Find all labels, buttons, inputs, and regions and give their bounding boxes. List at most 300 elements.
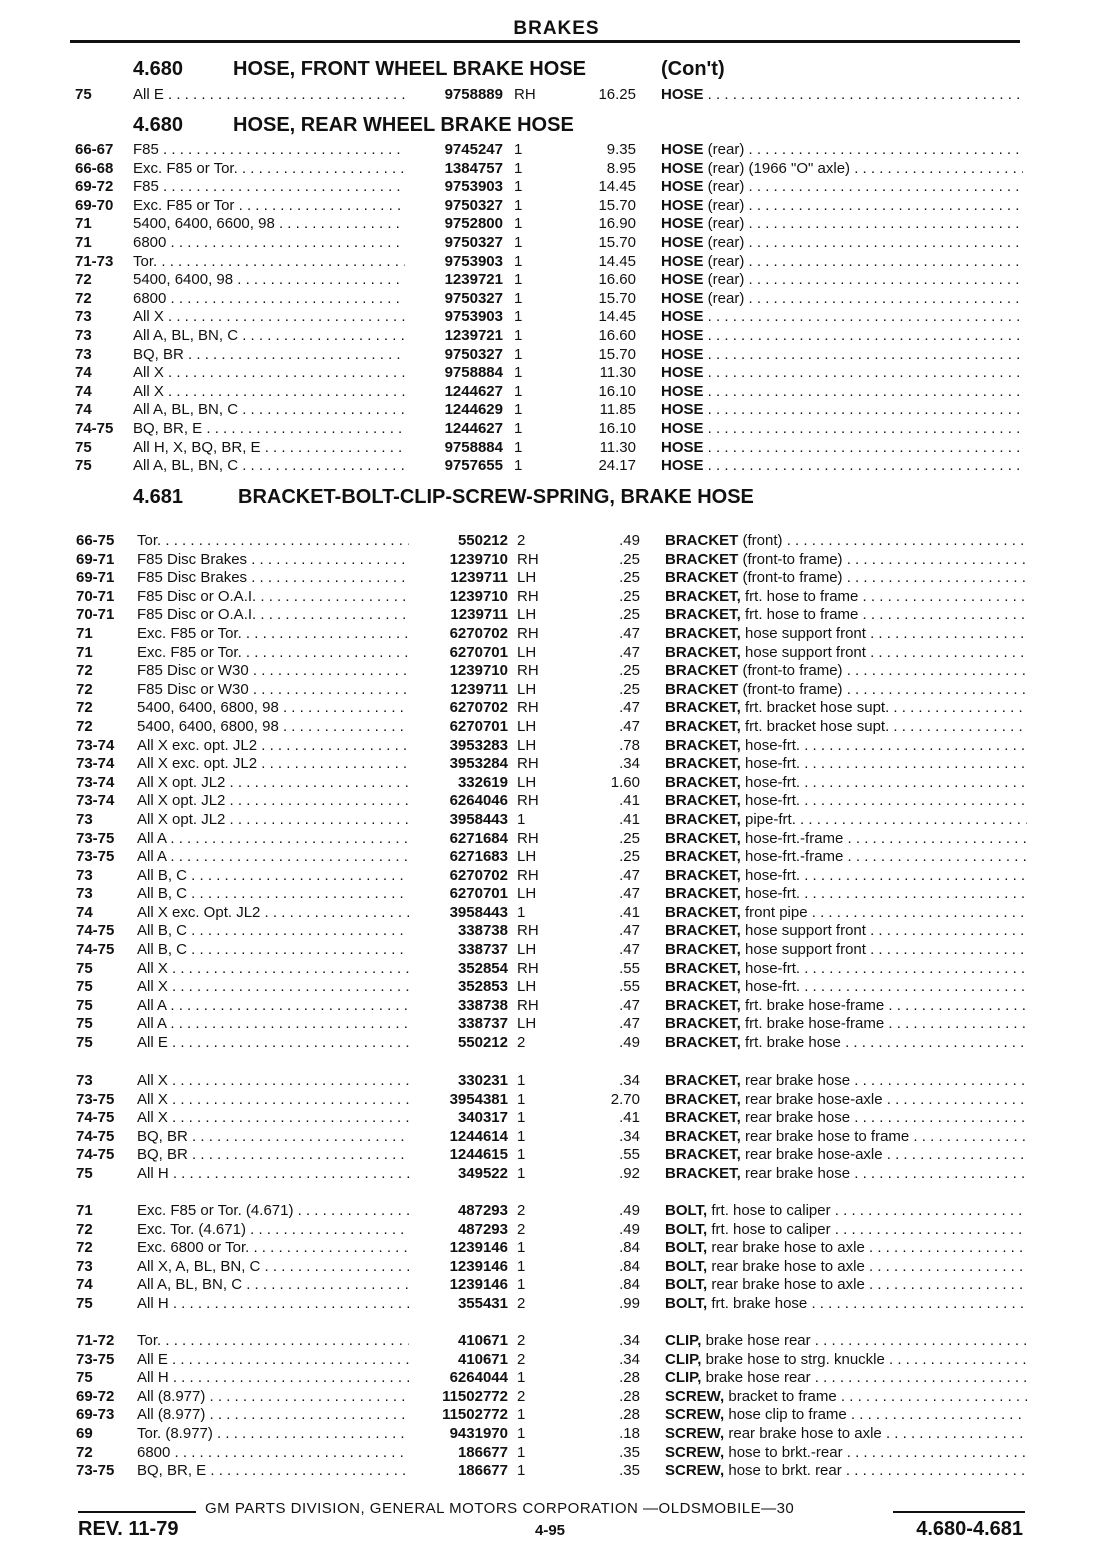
- table-row: [0, 1295, 1113, 1314]
- part-number: 6270701: [449, 885, 508, 903]
- model-applicability: All X opt. JL2 . . .: [137, 774, 409, 793]
- part-description: [665, 662, 1027, 681]
- part-number: 352854: [457, 959, 508, 977]
- table-row: [0, 1072, 1113, 1091]
- quantity: 1: [517, 1146, 526, 1164]
- part-name: BRACKET: [665, 569, 739, 587]
- year-range: 73: [75, 345, 92, 363]
- part-name: HOSE: [661, 364, 704, 382]
- year-range: 73: [76, 866, 93, 884]
- part-detail: rear brake hose to axle: [724, 1424, 882, 1442]
- part-detail: rear brake hose-axle: [740, 1090, 883, 1108]
- quantity: RH: [517, 550, 539, 568]
- part-number: 9750327: [444, 196, 503, 214]
- part-description: [661, 290, 1023, 309]
- part-detail: hose support front: [740, 624, 866, 642]
- year-range: 69-71: [76, 550, 115, 568]
- year-range: 71: [75, 233, 92, 251]
- quantity: LH: [517, 569, 537, 587]
- part-name: BRACKET,: [665, 755, 741, 773]
- year-range: 75: [75, 438, 92, 456]
- quantity: 2: [517, 1034, 526, 1052]
- part-name: BOLT,: [665, 1276, 708, 1294]
- part-detail: rear brake hose: [740, 1109, 851, 1127]
- model-applicability: 6800 . . .: [137, 1444, 409, 1463]
- part-name: BRACKET,: [665, 643, 741, 661]
- part-detail: hose clip to frame: [724, 1406, 847, 1424]
- part-description: [661, 215, 1023, 234]
- quantity: RH: [517, 792, 539, 810]
- model-applicability: Exc. F85 or Tor. . . .: [137, 644, 409, 663]
- year-range: 74-75: [76, 1109, 115, 1127]
- model-applicability: All X exc. opt. JL2 . . .: [137, 755, 409, 774]
- part-number: 11502772: [442, 1387, 508, 1405]
- model-applicability: All E . . .: [133, 86, 405, 105]
- part-description: [665, 588, 1027, 607]
- quantity: 1: [514, 289, 523, 307]
- year-range: 66-75: [76, 532, 115, 549]
- price: .34: [619, 755, 640, 773]
- price: 15.70: [598, 289, 636, 307]
- price: 9.35: [606, 141, 636, 158]
- table-row: [0, 215, 1113, 234]
- year-range: 73-75: [76, 829, 115, 847]
- year-range: 71-73: [75, 252, 114, 270]
- part-description: [661, 439, 1023, 458]
- year-range: 74: [76, 903, 93, 921]
- part-name: SCREW,: [665, 1406, 725, 1424]
- quantity: 1: [517, 1462, 526, 1480]
- table-row: [0, 792, 1113, 811]
- year-range: 69-72: [76, 1387, 115, 1405]
- year-range: 74-75: [76, 941, 115, 959]
- part-description: [665, 569, 1027, 588]
- year-range: 72: [75, 289, 92, 307]
- part-name: HOSE: [661, 215, 704, 233]
- part-number: 3958443: [449, 810, 508, 828]
- price: .49: [619, 532, 640, 549]
- part-number: 9750327: [444, 233, 503, 251]
- part-name: BRACKET,: [665, 1127, 741, 1145]
- section-title: BRACKET-BOLT-CLIP-SCREW-SPRING, BRAKE HOSE: [238, 486, 754, 508]
- part-detail: (rear): [703, 252, 745, 270]
- quantity: LH: [517, 680, 537, 698]
- part-description: [661, 178, 1023, 197]
- quantity: 1: [514, 401, 523, 419]
- part-description: [661, 253, 1023, 272]
- part-description: [665, 606, 1027, 625]
- part-detail: frt. brake hose: [740, 1034, 841, 1052]
- part-description: [661, 346, 1023, 365]
- part-name: BRACKET,: [665, 978, 741, 996]
- price: .25: [619, 662, 640, 680]
- part-number: 550212: [457, 532, 508, 549]
- part-detail: frt. brake hose-frame: [740, 1015, 885, 1033]
- part-description: [665, 1258, 1027, 1277]
- year-range: 72: [76, 699, 93, 717]
- table-row: [0, 1406, 1113, 1425]
- part-name: BRACKET,: [665, 996, 741, 1014]
- year-range: 73: [75, 308, 92, 326]
- quantity: 1: [517, 1424, 526, 1442]
- part-description: [665, 867, 1027, 886]
- part-description: [665, 1146, 1027, 1165]
- year-range: 73-75: [76, 1462, 115, 1480]
- table-row: [0, 1221, 1113, 1240]
- table-row: [0, 1369, 1113, 1388]
- model-applicability: All X . . .: [137, 978, 409, 997]
- part-number: 1244629: [444, 401, 503, 419]
- price: .47: [619, 699, 640, 717]
- year-range: 71: [76, 1202, 93, 1219]
- part-detail: (front-to frame): [738, 662, 843, 680]
- model-applicability: BQ, BR . . .: [137, 1146, 409, 1165]
- quantity: 1: [517, 1072, 526, 1089]
- part-number: 3954381: [449, 1090, 508, 1108]
- part-description: [661, 141, 1023, 160]
- part-number: 1239721: [444, 326, 503, 344]
- price: .47: [619, 941, 640, 959]
- part-detail: frt. hose to caliper: [707, 1202, 831, 1219]
- price: .41: [619, 903, 640, 921]
- part-description: [661, 197, 1023, 216]
- price: .25: [619, 848, 640, 866]
- table-row: [0, 830, 1113, 849]
- table-row: [0, 997, 1113, 1016]
- year-range: 70-71: [76, 606, 115, 624]
- part-number: 352853: [457, 978, 508, 996]
- part-number: 6270702: [449, 699, 508, 717]
- quantity: 1: [514, 457, 523, 475]
- quantity: LH: [517, 773, 537, 791]
- quantity: 1: [514, 438, 523, 456]
- price: .25: [619, 606, 640, 624]
- part-name: HOSE: [661, 326, 704, 344]
- part-number: 355431: [457, 1294, 508, 1312]
- price: 11.30: [599, 364, 636, 382]
- part-number: 186677: [457, 1443, 508, 1461]
- model-applicability: All A, BL, BN, C . . .: [133, 401, 405, 420]
- part-description: [665, 718, 1027, 737]
- price: .28: [619, 1406, 640, 1424]
- part-description: [665, 1406, 1027, 1425]
- footer-page-number: 4-95: [535, 1522, 566, 1539]
- part-description: [661, 327, 1023, 346]
- price: 11.85: [599, 401, 636, 419]
- part-detail: hose-frt.: [740, 959, 801, 977]
- year-range: 74-75: [75, 419, 114, 437]
- table-row: [0, 606, 1113, 625]
- table-row: [0, 960, 1113, 979]
- part-detail: brake hose to strg. knuckle: [701, 1350, 885, 1368]
- part-detail: rear brake hose-axle: [740, 1146, 883, 1164]
- model-applicability: All H, X, BQ, BR, E . . .: [133, 439, 405, 458]
- part-description: [665, 1425, 1027, 1444]
- part-detail: hose-frt.: [740, 755, 801, 773]
- price: .28: [619, 1369, 640, 1387]
- model-applicability: F85 Disc or W30 . . .: [137, 681, 409, 700]
- model-applicability: 5400, 6400, 6800, 98 . . .: [137, 699, 409, 718]
- year-range: 72: [76, 1239, 93, 1257]
- part-detail: (rear): [703, 215, 745, 233]
- quantity: 1: [517, 810, 526, 828]
- quantity: 1: [514, 233, 523, 251]
- part-name: BRACKET,: [665, 885, 741, 903]
- part-number: 6264046: [449, 792, 508, 810]
- part-number: 9431970: [449, 1424, 508, 1442]
- part-number: 332619: [457, 773, 508, 791]
- part-description: [665, 885, 1027, 904]
- part-number: 1239710: [449, 550, 508, 568]
- section-number: 4.681: [133, 486, 184, 508]
- price: .84: [619, 1257, 640, 1275]
- table-row: [0, 718, 1113, 737]
- part-number: 1384757: [444, 159, 503, 177]
- table-row: [0, 308, 1113, 327]
- price: 16.10: [598, 419, 636, 437]
- part-number: 9757655: [444, 457, 503, 475]
- table-row: [0, 383, 1113, 402]
- part-number: 1239711: [450, 680, 508, 698]
- part-description: [665, 1034, 1027, 1053]
- parts-list: [0, 86, 1113, 105]
- table-row: [0, 234, 1113, 253]
- year-range: 66-67: [75, 141, 114, 158]
- price: .34: [619, 1127, 640, 1145]
- part-detail: (rear): [703, 141, 745, 158]
- quantity: LH: [517, 717, 537, 735]
- year-range: 74: [76, 1276, 93, 1294]
- price: 14.45: [598, 252, 636, 270]
- part-detail: hose support front: [740, 922, 866, 940]
- part-detail: hose-frt.: [740, 773, 801, 791]
- model-applicability: All X . . .: [137, 960, 409, 979]
- table-row: [0, 904, 1113, 923]
- model-applicability: Exc. F85 or Tor. . . .: [133, 160, 405, 179]
- price: .41: [619, 792, 640, 810]
- part-name: HOSE: [661, 457, 704, 475]
- part-detail: rear brake hose to axle: [707, 1239, 865, 1257]
- quantity: 1: [517, 1127, 526, 1145]
- quantity: 1: [514, 159, 523, 177]
- quantity: RH: [517, 829, 539, 847]
- price: 2.70: [610, 1090, 640, 1108]
- part-detail: hose to brkt.-rear: [724, 1443, 843, 1461]
- year-range: 73-74: [76, 773, 115, 791]
- price: .47: [619, 643, 640, 661]
- table-row: [0, 1109, 1113, 1128]
- table-row: [0, 439, 1113, 458]
- part-description: [665, 681, 1027, 700]
- table-row: [0, 1258, 1113, 1277]
- model-applicability: All B, C . . .: [137, 922, 409, 941]
- part-description: [665, 1276, 1027, 1295]
- table-row: [0, 271, 1113, 290]
- year-range: 66-68: [75, 159, 114, 177]
- model-applicability: Exc. F85 or Tor. (4.671) . . .: [137, 1202, 409, 1221]
- part-number: 1244614: [449, 1127, 508, 1145]
- quantity: 1: [514, 178, 523, 196]
- part-description: [665, 1221, 1027, 1240]
- part-detail: hose-frt.: [740, 885, 801, 903]
- section-continued: (Con't): [661, 58, 725, 80]
- year-range: 73-74: [76, 755, 115, 773]
- year-range: 75: [76, 1034, 93, 1052]
- part-detail: hose-frt.-frame: [740, 848, 844, 866]
- part-number: 6270702: [449, 624, 508, 642]
- quantity: 1: [517, 1239, 526, 1257]
- part-number: 410671: [457, 1332, 508, 1349]
- model-applicability: Tor. . . .: [133, 253, 405, 272]
- part-number: 487293: [457, 1202, 508, 1219]
- part-description: [665, 1165, 1027, 1184]
- model-applicability: All X . . .: [133, 308, 405, 327]
- price: 16.60: [598, 271, 636, 289]
- part-description: [665, 1388, 1027, 1407]
- table-row: [0, 625, 1113, 644]
- year-range: 73-74: [76, 736, 115, 754]
- quantity: 1: [514, 252, 523, 270]
- part-name: BRACKET,: [665, 1146, 741, 1164]
- section-title: HOSE, REAR WHEEL BRAKE HOSE: [233, 114, 574, 136]
- part-detail: frt. bracket hose supt.: [740, 699, 890, 717]
- part-description: [661, 383, 1023, 402]
- part-detail: (front): [738, 532, 783, 549]
- part-description: [665, 1202, 1027, 1221]
- model-applicability: BQ, BR, E . . .: [133, 420, 405, 439]
- part-detail: bracket to frame: [724, 1387, 837, 1405]
- model-applicability: 5400, 6400, 6800, 98 . . .: [137, 718, 409, 737]
- table-row: [0, 774, 1113, 793]
- table-row: [0, 197, 1113, 216]
- footer-rule: [78, 1511, 196, 1513]
- part-detail: hose to brkt. rear: [724, 1462, 842, 1480]
- model-applicability: F85 . . .: [133, 178, 405, 197]
- part-name: SCREW,: [665, 1387, 725, 1405]
- quantity: 1: [517, 1443, 526, 1461]
- part-detail: (rear): [703, 196, 745, 214]
- model-applicability: All B, C . . .: [137, 867, 409, 886]
- part-description: [665, 904, 1027, 923]
- quantity: RH: [517, 755, 539, 773]
- table-row: [0, 327, 1113, 346]
- model-applicability: All B, C . . .: [137, 885, 409, 904]
- part-detail: (rear) (1966 "O" axle): [703, 159, 851, 177]
- part-number: 1239146: [449, 1257, 508, 1275]
- model-applicability: All (8.977) . . .: [137, 1388, 409, 1407]
- model-applicability: All X opt. JL2 . . .: [137, 811, 409, 830]
- part-name: BRACKET,: [665, 736, 741, 754]
- part-detail: frt. hose to frame: [740, 587, 859, 605]
- price: .47: [619, 885, 640, 903]
- price: .25: [619, 587, 640, 605]
- model-applicability: Tor. (8.977) . . .: [137, 1425, 409, 1444]
- model-applicability: All A, BL, BN, C . . .: [133, 457, 405, 476]
- part-description: [665, 792, 1027, 811]
- part-name: BRACKET: [665, 680, 739, 698]
- part-description: [661, 271, 1023, 290]
- part-detail: frt. brake hose: [707, 1294, 808, 1312]
- footer-publisher: GM PARTS DIVISION, GENERAL MOTORS CORPORATION —OLDSMOBILE—30: [205, 1500, 795, 1517]
- table-row: [0, 364, 1113, 383]
- price: 15.70: [598, 196, 636, 214]
- part-name: HOSE: [661, 141, 704, 158]
- part-detail: rear brake hose: [740, 1072, 851, 1089]
- price: .49: [619, 1202, 640, 1219]
- part-name: SCREW,: [665, 1462, 725, 1480]
- price: .47: [619, 1015, 640, 1033]
- parts-list: [0, 1072, 1113, 1184]
- part-description: [665, 644, 1027, 663]
- year-range: 69-73: [76, 1406, 115, 1424]
- year-range: 74: [75, 382, 92, 400]
- part-description: [665, 1351, 1027, 1370]
- year-range: 74: [75, 364, 92, 382]
- table-row: [0, 346, 1113, 365]
- part-number: 1244627: [444, 419, 503, 437]
- model-applicability: All X . . .: [133, 364, 405, 383]
- part-name: HOSE: [661, 252, 704, 270]
- quantity: RH: [517, 866, 539, 884]
- table-row: [0, 922, 1113, 941]
- model-applicability: Exc. F85 or Tor. . . .: [137, 625, 409, 644]
- year-range: 75: [75, 457, 92, 475]
- part-description: [661, 86, 1023, 105]
- model-applicability: All X exc. Opt. JL2 . . .: [137, 904, 409, 923]
- footer-section-range: 4.680-4.681: [916, 1518, 1023, 1540]
- price: .47: [619, 996, 640, 1014]
- price: .55: [619, 1146, 640, 1164]
- price: 24.17: [598, 457, 636, 475]
- part-name: BRACKET,: [665, 587, 741, 605]
- table-row: [0, 1202, 1113, 1221]
- part-name: SCREW,: [665, 1424, 725, 1442]
- year-range: 69: [76, 1424, 93, 1442]
- part-name: SCREW,: [665, 1443, 725, 1461]
- price: .25: [619, 550, 640, 568]
- part-name: BRACKET,: [665, 866, 741, 884]
- price: .49: [619, 1220, 640, 1238]
- quantity: 2: [517, 1202, 526, 1219]
- part-number: 3958443: [449, 903, 508, 921]
- part-number: 338738: [457, 922, 508, 940]
- price: .47: [619, 717, 640, 735]
- year-range: 70-71: [76, 587, 115, 605]
- year-range: 75: [75, 86, 92, 103]
- part-description: [665, 941, 1027, 960]
- part-detail: hose-frt.-frame: [740, 829, 844, 847]
- part-description: [665, 1239, 1027, 1258]
- price: .41: [619, 810, 640, 828]
- part-description: [665, 960, 1027, 979]
- part-name: BRACKET: [665, 662, 739, 680]
- year-range: 71: [76, 624, 93, 642]
- quantity: 2: [517, 532, 526, 549]
- part-detail: rear brake hose to axle: [707, 1276, 865, 1294]
- part-detail: (rear): [703, 233, 745, 251]
- part-name: BRACKET: [665, 532, 739, 549]
- quantity: 1: [517, 1109, 526, 1127]
- table-row: [0, 160, 1113, 179]
- price: 11.30: [599, 438, 636, 456]
- quantity: 2: [517, 1220, 526, 1238]
- model-applicability: 6800 . . .: [133, 290, 405, 309]
- model-applicability: All A . . .: [137, 848, 409, 867]
- year-range: 72: [76, 1220, 93, 1238]
- year-range: 75: [76, 1294, 93, 1312]
- top-rule: [70, 40, 1020, 43]
- part-description: [665, 1332, 1027, 1351]
